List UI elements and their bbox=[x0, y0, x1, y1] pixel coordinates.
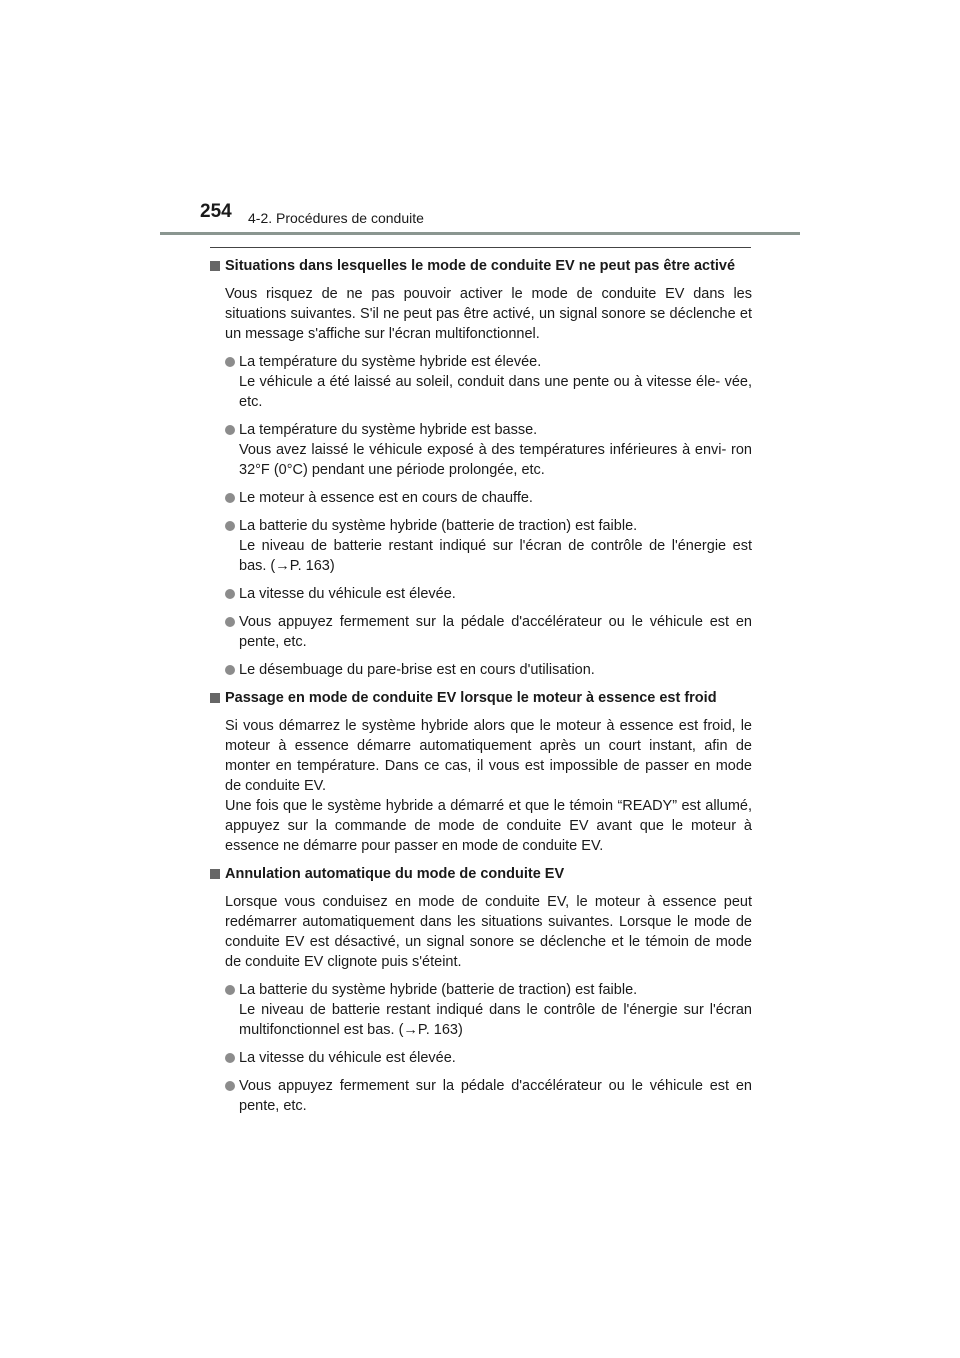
list-item-title: Vous appuyez fermement sur la pédale d'accélérateur ou le véhicule est en pente, etc. bbox=[239, 1078, 752, 1114]
list-item-detail: Le véhicule a été laissé au soleil, conduit dans une pente ou à vitesse éle- vée, etc. bbox=[239, 374, 752, 410]
header-rule bbox=[160, 232, 800, 235]
round-bullet-icon bbox=[225, 665, 235, 675]
paragraph: Une fois que le système hybride a démarré et que le témoin “READY” est allumé, appuyez sur la commande de mode de conduite EV avant que le moteur à essence ne démarre pour passer en mode de conduite EV. bbox=[225, 798, 752, 854]
list-item-title: Vous appuyez fermement sur la pédale d'accélérateur ou le véhicule est en pente, etc. bbox=[239, 614, 752, 650]
list-item-title: La batterie du système hybride (batterie de traction) est faible. bbox=[239, 518, 638, 534]
round-bullet-icon bbox=[225, 1081, 235, 1091]
list-item-title: Le désembuage du pare-brise est en cours d'utilisation. bbox=[239, 662, 595, 678]
section-heading-text: Annulation automatique du mode de conduite EV bbox=[225, 866, 565, 882]
section-heading bbox=[210, 864, 752, 884]
list-item bbox=[210, 488, 752, 508]
list-item bbox=[210, 660, 752, 680]
round-bullet-icon bbox=[225, 521, 235, 531]
list-item-detail: Le niveau de batterie restant indiqué sur l'écran de contrôle de l'énergie est bas. (→P. 163) bbox=[239, 538, 752, 574]
list-item bbox=[210, 1076, 752, 1116]
round-bullet-icon bbox=[225, 1053, 235, 1063]
square-bullet-icon bbox=[210, 261, 220, 271]
list-item-detail: Vous avez laissé le véhicule exposé à des températures inférieures à envi- ron 32°F (0°C) pendant une période prolongée, etc. bbox=[239, 442, 752, 478]
square-bullet-icon bbox=[210, 693, 220, 703]
section-heading bbox=[210, 688, 752, 708]
list-item bbox=[210, 980, 752, 1040]
section-intro bbox=[210, 284, 752, 344]
list-item bbox=[210, 516, 752, 576]
list-item-title: La température du système hybride est élevée. bbox=[239, 354, 542, 370]
list-item-title: Le moteur à essence est en cours de chauffe. bbox=[239, 490, 533, 506]
list-item-detail: Le niveau de batterie restant indiqué dans le contrôle de l'énergie sur l'écran multifonctionnel est bas. (→P. 163) bbox=[239, 1002, 752, 1038]
list-item bbox=[210, 420, 752, 480]
round-bullet-icon bbox=[225, 589, 235, 599]
list-item-title: La vitesse du véhicule est élevée. bbox=[239, 1050, 456, 1066]
section-intro bbox=[210, 892, 752, 972]
section-intro bbox=[210, 716, 752, 856]
section-heading-text: Situations dans lesquelles le mode de conduite EV ne peut pas être activé bbox=[225, 258, 736, 274]
square-bullet-icon bbox=[210, 869, 220, 879]
list-item-title: La vitesse du véhicule est élevée. bbox=[239, 586, 456, 602]
paragraph: Si vous démarrez le système hybride alors que le moteur à essence est froid, le moteur à essence démarre automatiquement après un court instant, afin de monter en température. Dans ce cas, il vous est impossible de passer en mode de conduite EV. bbox=[225, 718, 752, 794]
section-rule bbox=[210, 247, 751, 248]
list-item bbox=[210, 584, 752, 604]
list-item bbox=[210, 1048, 752, 1068]
section-heading bbox=[210, 256, 752, 276]
round-bullet-icon bbox=[225, 493, 235, 503]
list-item bbox=[210, 612, 752, 652]
round-bullet-icon bbox=[225, 985, 235, 995]
page-content bbox=[210, 256, 752, 1124]
page-number: 254 bbox=[200, 201, 232, 222]
round-bullet-icon bbox=[225, 425, 235, 435]
paragraph: Vous risquez de ne pas pouvoir activer le mode de conduite EV dans les situations suivantes. S'il ne peut pas être activé, un signal sonore se déclenche et un message s'affiche sur l'écran multifonctionnel. bbox=[225, 286, 752, 342]
paragraph: Lorsque vous conduisez en mode de conduite EV, le moteur à essence peut redémarrer automatiquement dans les situations suivantes. Lorsque le mode de conduite EV est désactivé, un signal sonore se déclenche et le témoin de mode de conduite EV clignote puis s'éteint. bbox=[225, 894, 752, 970]
list-item-title: La température du système hybride est basse. bbox=[239, 422, 538, 438]
round-bullet-icon bbox=[225, 617, 235, 627]
chapter-title: 4-2. Procédures de conduite bbox=[248, 210, 424, 226]
round-bullet-icon bbox=[225, 357, 235, 367]
list-item-title: La batterie du système hybride (batterie de traction) est faible. bbox=[239, 982, 638, 998]
section-heading-text: Passage en mode de conduite EV lorsque le moteur à essence est froid bbox=[225, 690, 717, 706]
list-item bbox=[210, 352, 752, 412]
